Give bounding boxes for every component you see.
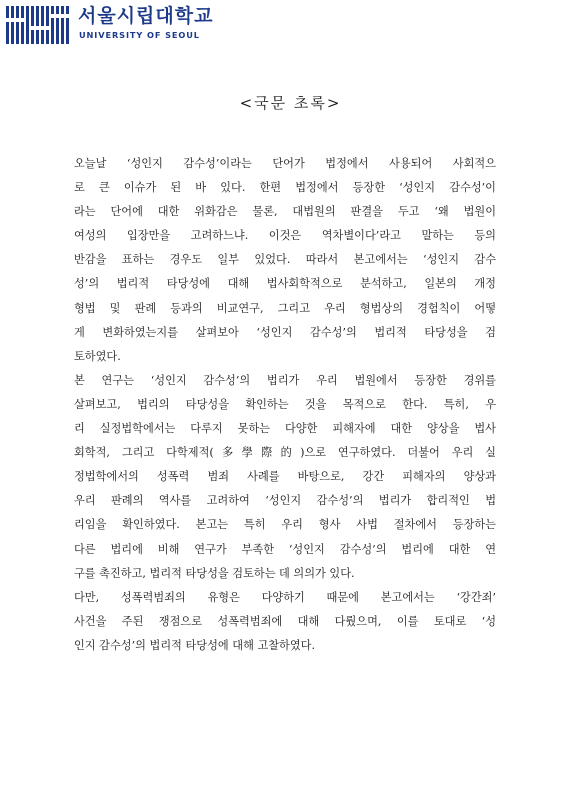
paragraph-3 [74,586,496,658]
page-title: <국문 초록> [239,94,342,112]
text-line: 회학적, 그리고 다학제적(多學際的)으로 연구하였다. 더불어 우리 실 [74,446,496,460]
text-line: 형법 및 판례 등과의 비교연구, 그리고 우리 형법상의 경험칙이 어떻 [74,301,496,315]
text-line: 반감을 표하는 경우도 일부 있었다. 따라서 본고에서는 ‘성인지 감수 [74,253,496,267]
text-line: 살펴보고, 법리의 타당성을 확인하는 것을 목적으로 한다. 특히, 우 [74,397,496,411]
university-logo [6,4,226,46]
text-line: 게 변화하였는지를 살펴보아 ‘성인지 감수성’의 법리적 타당성을 검 [74,325,496,339]
text-line: 본 연구는 ‘성인지 감수성’의 법리가 우리 법원에서 등장한 경위를 [74,373,496,387]
university-name-english: UNIVERSITY OF SEOUL [79,30,200,40]
text-line: 정법학에서의 성폭력 범죄 사례를 바탕으로, 강간 피해자의 양상과 [74,470,496,484]
university-emblem-icon [6,6,72,44]
text-line: 우리 판례의 역사를 고려하여 ‘성인지 감수성’의 법리가 합리적인 법 [74,494,496,508]
text-line: 오늘날 ‘성인지 감수성’이라는 단어가 법정에서 사용되어 사회적으 [74,157,496,170]
text-line: 리 실정법학에서는 다루지 못하는 다양한 피해자에 대한 양상을 법사 [74,422,496,436]
text-line: 로 큰 이슈가 된 바 있다. 한편 법정에서 등장한 ‘성인지 감수성’이 [74,181,496,195]
text-line: 구를 촉진하고, 법리적 타당성을 검토하는 데 의의가 있다. [74,566,355,580]
text-line: 여성의 입장만을 고려하느냐. 이것은 역차별이다’라고 말하는 등의 [74,229,496,243]
text-line: 토하였다. [74,349,121,363]
text-line: 인지 감수성’의 법리적 타당성에 대해 고찰하였다. [74,638,316,652]
university-name: 서울시립대학교 [78,5,214,27]
text-line: 다른 법리에 비해 연구가 부족한 ‘성인지 감수성’의 법리에 대한 연 [74,542,496,556]
text-line: 성’의 법리적 타당성에 대해 법사회학적으로 분석하고, 일본의 개정 [74,277,496,291]
text-line: 다만, 성폭력범죄의 유형은 다양하기 때문에 본고에서는 ‘강간죄’ [74,590,496,604]
text-line: 사건을 주된 쟁점으로 성폭력범죄에 대해 다뤘으며, 이를 토대로 ‘성 [74,614,496,628]
abstract-body [74,152,496,658]
paragraph-1 [74,152,496,369]
text-line: 리임을 확인하였다. 본고는 특히 우리 형사 사법 절차에서 등장하는 [74,518,496,532]
text-line: 라는 단어에 대한 위화감은 물론, 대법원의 판결을 두고 ‘왜 법원이 [74,205,496,219]
paragraph-2 [74,369,496,586]
